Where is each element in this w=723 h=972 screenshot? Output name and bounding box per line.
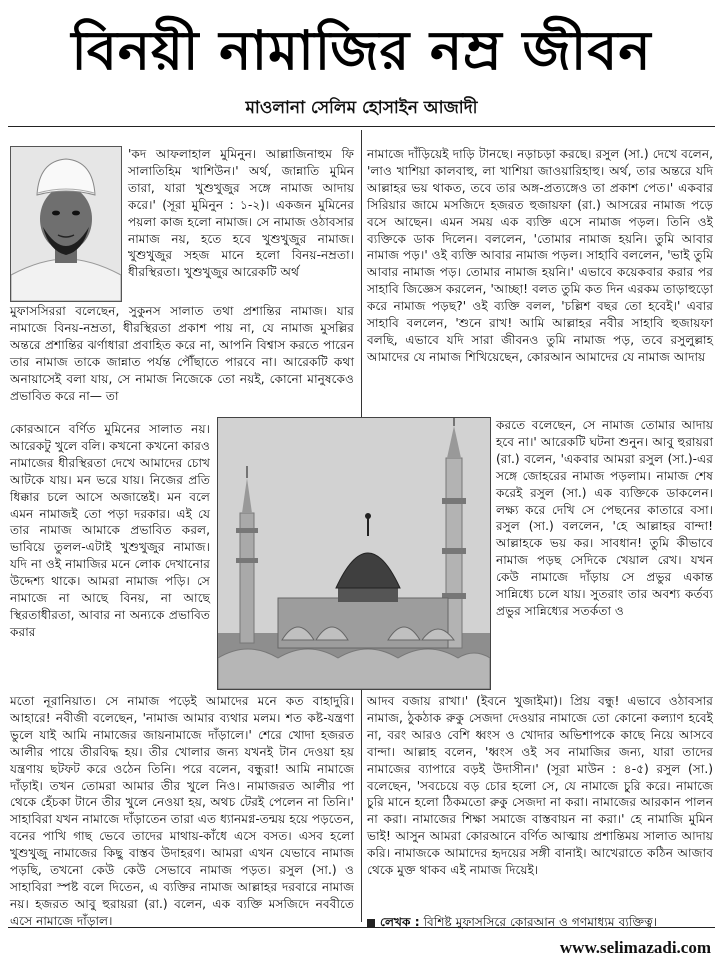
author-label: লেখক : xyxy=(380,915,420,929)
paragraph-text: করতে বলেছেন, সে নামাজ তোমার আদায় হবে না।' আরেকটি ঘটনা শুনুন। আবু হুরায়রা (রা.) বলেন, 'একবার আমরা রসুল (সা.)-এর সঙ্গে জোহরের নামাজ পড়লাম। নামাজ শেষ করেই রসুল (সা.) এক ব্যক্তিকে ডাকলেন। লক্ষ্য করে দেখি সে পেছনের কাতারে বসা। রসুল (সা.) বললেন, 'হে আল্লাহর বান্দা! আল্লাহকে ভয় কর। সাবধান! তুমি কীভাবে নামাজ পড়ছ সেদিকে খেয়াল রেখ। যখন কেউ নামাজে দাঁড়ায় সে প্রভুর একান্ত সান্নিধ্যে চলে যায়। সুতরাং তার অবশ্য কর্তব্য প্রভুর সান্নিধ্যের সতর্কতা ও xyxy=(496,418,713,618)
paragraph-intro xyxy=(128,146,354,281)
paragraph-text: কোরআনে বর্ণিত মুমিনের সালাত নয়। আরেকটু খুলে বলি। কখনো কখনো কারও নামাজের ধীরস্থিরতা দেখে আমাদের চোখ আটকে যায়। মন ভরে যায়। নিজের প্রতি ধিক্কার চলে আসে অজান্তেই। মন বলে এমন নামাজই তো পড়া দরকার। এই যে তার নামাজ আমাকে প্রভাবিত করল, ভাবিয়ে তুলল-এটাই খুশুখুজুর নামাজ। যদি না ওই নামাজির মনে লোক দেখানোর উদ্দেশ্য থাকে। আমরা নামাজ পড়ি। সে নামাজে না আছে বিনয়, না আছে স্থিরতাধীরতা, আবার না অন্যকে প্রভাবিত করার xyxy=(10,422,210,639)
square-bullet-icon xyxy=(367,919,375,927)
author-portrait-icon xyxy=(11,147,121,301)
paragraph-text: 'কদ আফলাহাল মুমিনুন। আল্লাজিনাহুম ফি সালাতিহিম খাশিউন।' অর্থ, জান্নাতি মুমিন তারা, যারা খুশুখুজুর সঙ্গে নামাজ আদায় করে।' (সূরা মুমিনুন : ১-২)। একজন মুমিনের পয়লা কাজ হলো নামাজ। সে নামাজ ওঠাবসার নামাজ নয়, হতে হবে খুশুখুজুর নামাজ। খুশুখুজুর সহজ মানে হলো বিনয়-নম্রতা। ধীরস্থিরতা। খুশুখুজুর আরেকটি অর্থ xyxy=(128,147,354,280)
paragraph-right-bottom xyxy=(367,693,713,879)
paragraph-right-wrap xyxy=(496,417,713,620)
author-photo xyxy=(10,146,122,302)
website-link[interactable]: www.selimazadi.com xyxy=(559,938,711,957)
mosque-photo xyxy=(217,417,491,690)
paragraph-text: আদব বজায় রাখা।' (ইবনে খুজাইমা)। প্রিয় বন্ধু! এভাবে ওঠাবসার নামাজ, ঠুকঠাক রুকু সেজদা দেওয়ার নামাজে তো কোনো কল্যাণ হবেই না, বরং আরও বেশি ধ্বংস ও খোদার অভিশাপকে কাছে নিয়ে আসবে বান্দা। আল্লাহ বলেন, 'ধ্বংস ওই সব নামাজির জন্য, যারা তাদের নামাজের ব্যাপারে বড়ই উদাসীন।' (সূরা মাউন : ৪-৫) রসুল (সা.) বলেছেন, 'সবচেয়ে বড় চোর হলো সে, যে নামাজে চুরি করে। নামাজে চুরি মানে হলো ঠিকমতো রুকু সেজদা না করা। নামাজের আরকান পালন না করা। নামাজের শিক্ষা সমাজে বাস্তবায়ন না করা।' হে নামাজি মুমিন ভাই! আসুন আমরা কোরআনে বর্ণিত আত্মায় প্রশান্তিময় সালাত আদায় করি। নামাজকে আমাদের হৃদয়ের সঙ্গী বানাই। আখেরাতে কঠিন আজাব থেকে মুক্ত থাকব এই নামাজ দিয়েই। xyxy=(367,694,713,878)
author-description: বিশিষ্ট মুফাসসিরে কোরআন ও গণমাধ্যম ব্যক্তিত্ব। xyxy=(423,915,658,929)
paragraph-nuraniyat xyxy=(10,693,354,930)
paragraph-quran-salat xyxy=(10,421,210,641)
article-title: বিনয়ী নামাজির নম্র জীবন xyxy=(71,19,652,82)
paragraph-text: নামাজে দাঁড়িয়েই দাড়ি টানছে। নড়াচড়া করছে। রসুল (সা.) দেখে বলেন, 'লাও খাশিয়া কালবাহু, লা খাশিয়া জাওয়ারিহাহু। অর্থ, তার অন্তরে যদি আল্লাহর ভয় থাকত, তবে তার অঙ্গ-প্রত্যঙ্গেও তা প্রকাশ পেত।' একবার সিরিয়ার জামে মসজিদে হজরত হুজায়ফা (রা.) আসরের নামাজ পড়ে বসে আছেন। এমন সময় এক ব্যক্তি এসে নামাজ পড়ল। তিনি ওই ব্যক্তিকে ডাক দিলেন। বললেন, 'তোমার নামাজ হয়নি। তুমি আবার নামাজ পড়।' ওই ব্যক্তি আবার নামাজ পড়ল। সাহাবি বললেন, 'ভাই তুমি আবার নামাজ পড়। তোমার নামাজ হয়নি।' এভাবে কয়েকবার করার পর সাহাবি জিজ্ঞেস করলেন, 'আচ্ছা! বলত তুমি কত দিন এরকম তাড়াহুড়ো করে নামাজ পড়ছ?' ওই ব্যক্তি বলল, 'চল্লিশ বছর তো হবেই।' এবার সাহাবি বললেন, 'শুনে রাখ! আমি আল্লাহর নবীর সাহাবি হুজায়ফা বলছি, এভাবে যদি সারা জীবনও তুমি নামাজ পড়, তবে রসুলুল্লাহ আমাদের যে নামাজ শিখিয়েছেন, কোরআন আমাদের যে নামাজ আদায় xyxy=(367,147,713,364)
paragraph-right-top xyxy=(367,146,713,366)
bottom-rule xyxy=(8,927,715,928)
paragraph-text: মতো নূরানিয়াত। সে নামাজ পড়েই আমাদের মনে কত বাহাদুরি। আহারে! নবীজী বলেছেন, 'নামাজ আমার ব্যথার মলম। শত কষ্ট-যন্ত্রণা ভুলে যাই আমি নামাজের জায়নামাজে দাঁড়ালে।' শেরে খোদা হজরত আলীর পায়ে তীরবিদ্ধ হয়। তীর খোলার জন্য যখনই টান দেওয়া হয় যন্ত্রণায় ছটফট করে ওঠেন তিনি। পরে বলেন, বন্ধুরা! আমি নামাজে দাঁড়াই। তখন তোমরা আমার তীর খুলে নিও। নামাজরত আলীর পা থেকে হেঁচকা টানে তীর খুলে নেওয়া হয়, অথচ টেরই পেলেন না তিনি।' সাহাবিরা যখন নামাজে দাঁড়াতেন তারা এত ধ্যানমগ্ন-তন্ময় হয়ে পড়তেন, বনের পাখি গাছ ভেবে তাদের মাথায়-কাঁধে এসে বসত। এসব হলো খুশুখুজু নামাজের কিছু বাস্তব উদাহরণ। আমরা এখন যেভাবে নামাজ পড়ছি, তখনো কেউ কেউ সেভাবে নামাজ পড়ত। রসুল (সা.) ও সাহাবিরা স্পষ্ট বলে দিতেন, এ ব্যক্তির নামাজ আল্লাহর দরবারে নামাজ নয়। হজরত আবু হুরায়রা (রা.) বলেন, এক ব্যক্তি মসজিদে নববীতে এসে নামাজে দাঁড়াল। xyxy=(10,694,354,928)
paragraph-mufassir xyxy=(10,303,354,404)
mosque-green-dome-icon xyxy=(218,418,490,689)
author-byline: মাওলানা সেলিম হোসাইন আজাদী xyxy=(245,98,478,118)
paragraph-text: মুফাসসিররা বলেছেন, সুকুনস সালাত তথা প্রশান্তির নামাজ। যার নামাজে বিনয়-নম্রতা, ধীরস্থিরতা প্রকাশ পায় না, যে নামাজ মুসল্লির অন্তরে প্রশান্তির ঝর্ণাধারা প্রবাহিত করে না, আপনি বিশ্বাস করতে পারেন তার নামাজ তাকে জান্নাত পর্যন্ত পৌঁছাতে পারবে না। আরেকটি কথা অনায়াসেই বলা যায়, সে নামাজ নিজেকে তো নয়ই, কোনো মানুষকেও প্রভাবিত করে না— তা xyxy=(10,304,354,403)
top-rule xyxy=(8,126,715,127)
